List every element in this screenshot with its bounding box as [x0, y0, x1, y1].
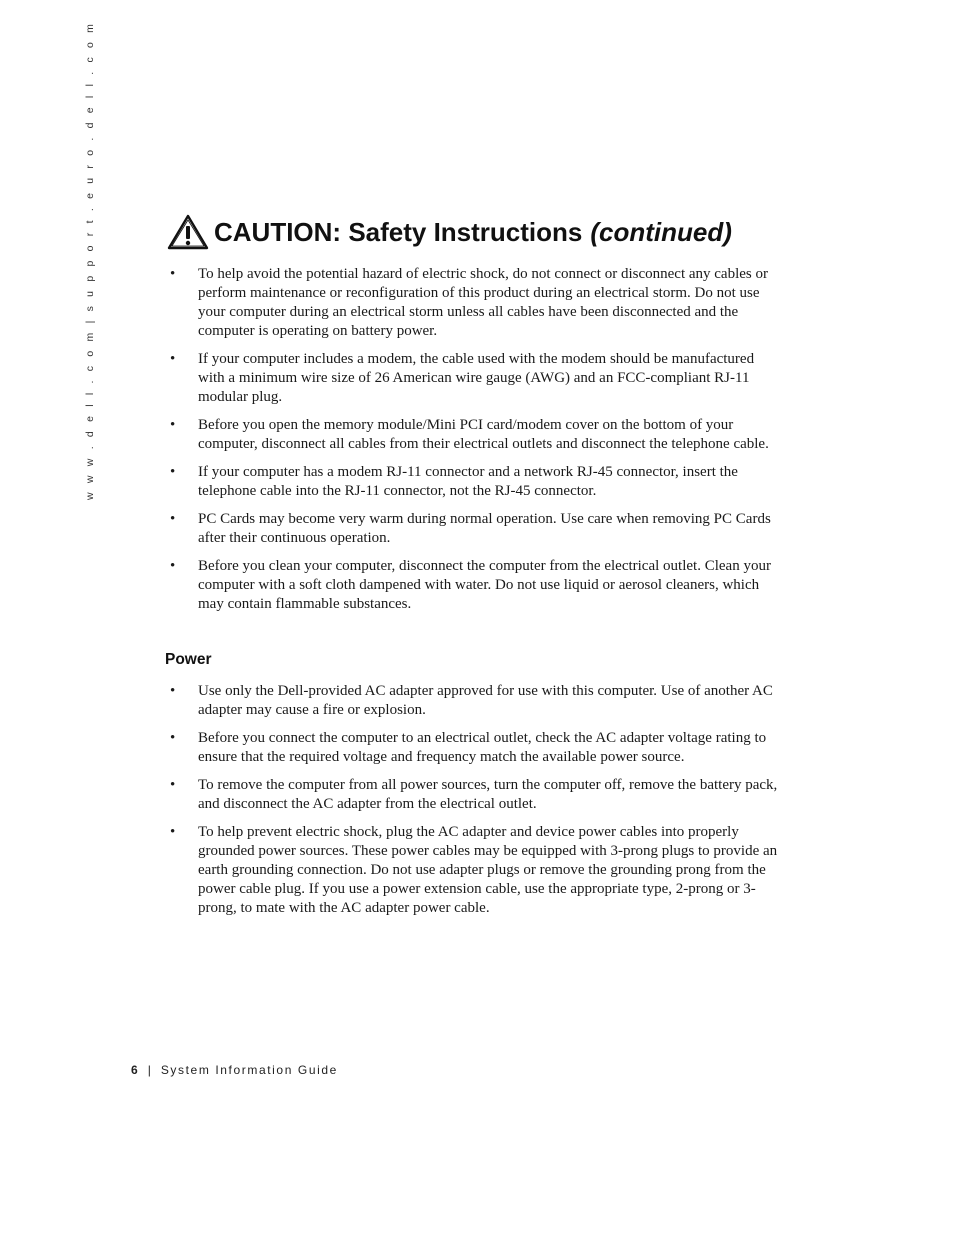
heading-title: CAUTION: Safety Instructions	[214, 216, 583, 247]
page-number: 6	[131, 1063, 138, 1077]
power-list	[170, 682, 780, 927]
bullet: •	[170, 351, 176, 367]
list-item-text: Before you connect the computer to an electrical outlet, check the AC adapter voltage rating to ensure that the required voltage and frequency match the available power source.	[198, 730, 767, 765]
list-item-text: PC Cards may become very warm during normal operation. Use care when removing PC Cards after their continuous operation.	[198, 511, 771, 546]
bullet: •	[170, 824, 176, 840]
list-item	[170, 729, 780, 767]
list-item	[170, 823, 780, 918]
list-item	[170, 510, 780, 548]
list-item	[170, 463, 780, 501]
bullet: •	[170, 266, 176, 282]
list-item	[170, 776, 780, 814]
list-item-text: If your computer has a modem RJ-11 connector and a network RJ-45 connector, insert the telephone cable into the RJ-11 connector, not the RJ-45 connector.	[198, 464, 738, 499]
caution-list	[170, 265, 780, 623]
page-heading	[167, 214, 732, 250]
list-item	[170, 350, 780, 407]
list-item-text: Use only the Dell-provided AC adapter approved for use with this computer. Use of another AC adapter may cause a fire or explosion.	[198, 683, 773, 718]
bullet: •	[170, 464, 176, 480]
heading-continued: (continued)	[590, 216, 732, 247]
page-footer	[131, 1063, 338, 1077]
list-item-text: To remove the computer from all power sources, turn the computer off, remove the battery pack, and disconnect the AC adapter from the electrical outlet.	[198, 777, 778, 812]
list-item	[170, 416, 780, 454]
list-item-text: If your computer includes a modem, the cable used with the modem should be manufactured with a minimum wire size of 26 American wire gauge (AWG) and an FCC-compliant RJ-11 modular plug.	[198, 351, 755, 405]
bullet: •	[170, 730, 176, 746]
power-heading: Power	[165, 651, 212, 668]
bullet: •	[170, 558, 176, 574]
warning-triangle-icon	[167, 214, 209, 250]
bullet: •	[170, 683, 176, 699]
list-item	[170, 557, 780, 614]
bullet: •	[170, 777, 176, 793]
guide-title: System Information Guide	[160, 1063, 338, 1077]
list-item-text: To help prevent electric shock, plug the AC adapter and device power cables into properly grounded power sources. These power cables may be equipped with 3-prong plugs to provide an earth grounding connection. Do not use adapter plugs or remove the grounding prong from the power cable plug. If you use a power extension cable, use the appropriate type, 2-prong or 3-prong, to mate with the AC adapter power cable.	[198, 824, 778, 916]
bullet: •	[170, 417, 176, 433]
list-item-text: To help avoid the potential hazard of electric shock, do not connect or disconnect any cables or perform maintenance or reconfiguration of this product during an electrical storm. Do not use your computer during an electrical storm unless all cables have been disconnected and the computer is operating on battery power.	[198, 266, 768, 339]
list-item-text: Before you clean your computer, disconnect the computer from the electrical outlet. Clean your computer with a soft cloth dampened with water. Do not use liquid or aerosol cleaners, which may contain flammable substances.	[198, 558, 771, 612]
side-url: w w w . d e l l . c o m | s u p p o r t . e u r o . d e l l . c o m	[84, 20, 96, 500]
list-item-text: Before you open the memory module/Mini PCI card/modem cover on the bottom of your computer, disconnect all cables from their electrical outlets and disconnect the telephone cable.	[198, 417, 769, 452]
footer-separator: |	[147, 1063, 151, 1077]
list-item	[170, 265, 780, 341]
bullet: •	[170, 511, 176, 527]
list-item	[170, 682, 780, 720]
